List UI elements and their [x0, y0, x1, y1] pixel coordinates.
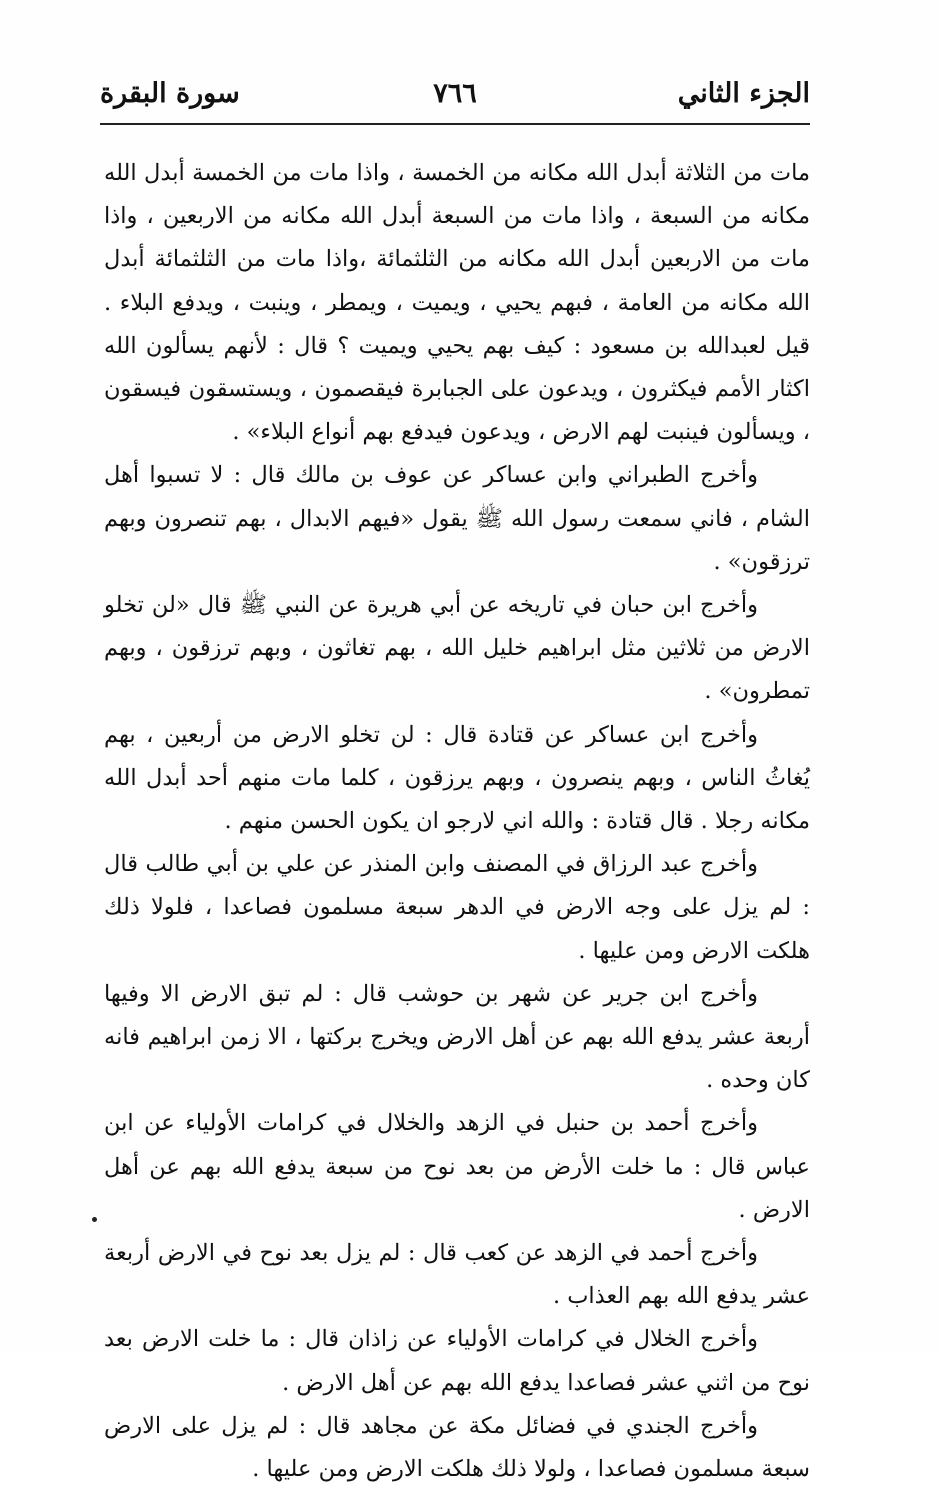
paragraph: مات من الثلاثة أبدل الله مكانه من الخمسة ، واذا مات من الخمسة أبدل الله مكانه من السبعة ، واذا مات من السبعة أبدل الله مكانه من الاربعين ، واذا مات من الاربعين أبدل الله مكانه من الثلثمائة ،واذا مات من الثلثمائة أبدل الله مكانه من العامة ، فبهم يحيي ، ويميت ، ويمطر ، وينبت ، ويدفع البلاء . قيل لعبدالله بن مسعود : كيف بهم يحيي ويميت ؟ قال : لأنهم يسألون الله اكثار الأمم فيكثرون ، ويدعون على الجبابرة فيقصمون ، ويستسقون فيسقون ، ويسألون فينبت لهم الارض ، ويدعون فيدفع بهم أنواع البلاء» .: [104, 160, 810, 446]
surah-title: سورة البقرة: [100, 78, 240, 109]
part-title: الجزء الثاني: [677, 78, 810, 109]
page-header: [100, 74, 810, 114]
margin-dot: [92, 1217, 97, 1222]
paragraph: وأخرج عبد الرزاق في المصنف وابن المنذر عن علي بن أبي طالب قال : لم يزل على وجه الارض في الدهر سبعة مسلمون فصاعدا ، فلولا ذلك هلكت الارض ومن عليها .: [104, 851, 810, 964]
paragraph: وأخرج الطبراني وابن عساكر عن عوف بن مالك قال : لا تسبوا أهل الشام ، فاني سمعت رسول الله ﷺ يقول «فيهم الابدال ، بهم تنصرون وبهم ترزقون» .: [104, 462, 810, 575]
page-body: [104, 152, 810, 1483]
header-divider: [100, 123, 810, 125]
page-number: ٧٦٦: [433, 78, 477, 109]
paragraph: وأخرج أحمد بن حنبل في الزهد والخلال في كرامات الأولياء عن ابن عباس قال : ما خلت الأرض من بعد نوح من سبعة يدفع الله بهم عن أهل الارض .: [104, 1110, 810, 1223]
paragraph: وأخرج ابن عساكر عن قتادة قال : لن تخلو الارض من أربعين ، بهم يُغاثُ الناس ، وبهم ينصرون ، وبهم يرزقون ، كلما مات منهم أحد أبدل الله مكانه رجلا . قال قتادة : والله اني لارجو ان يكون الحسن منهم .: [104, 721, 810, 835]
paragraph: وأخرج ابن جرير عن شهر بن حوشب قال : لم تبق الارض الا وفيها أربعة عشر يدفع الله بهم عن أهل الارض ويخرج بركتها ، الا زمن ابراهيم فانه كان وحده .: [104, 980, 810, 1094]
paragraph: وأخرج الخلال في كرامات الأولياء عن زاذان قال : ما خلت الارض بعد نوح من اثني عشر فصاعدا يدفع الله بهم عن أهل الارض .: [104, 1326, 810, 1396]
paragraph: وأخرج ابن حبان في تاريخه عن أبي هريرة عن النبي ﷺ قال «لن تخلو الارض من ثلاثين مثل ابراهيم خليل الله ، بهم تغاثون ، وبهم ترزقون ، وبهم تمطرون» .: [104, 592, 810, 705]
paragraph: وأخرج الجندي في فضائل مكة عن مجاهد قال : لم يزل على الارض سبعة مسلمون فصاعدا ، ولولا ذلك هلكت الارض ومن عليها .: [104, 1412, 810, 1483]
paragraph: وأخرج أحمد في الزهد عن كعب قال : لم يزل بعد نوح في الارض أربعة عشر يدفع الله بهم العذاب .: [104, 1240, 810, 1310]
